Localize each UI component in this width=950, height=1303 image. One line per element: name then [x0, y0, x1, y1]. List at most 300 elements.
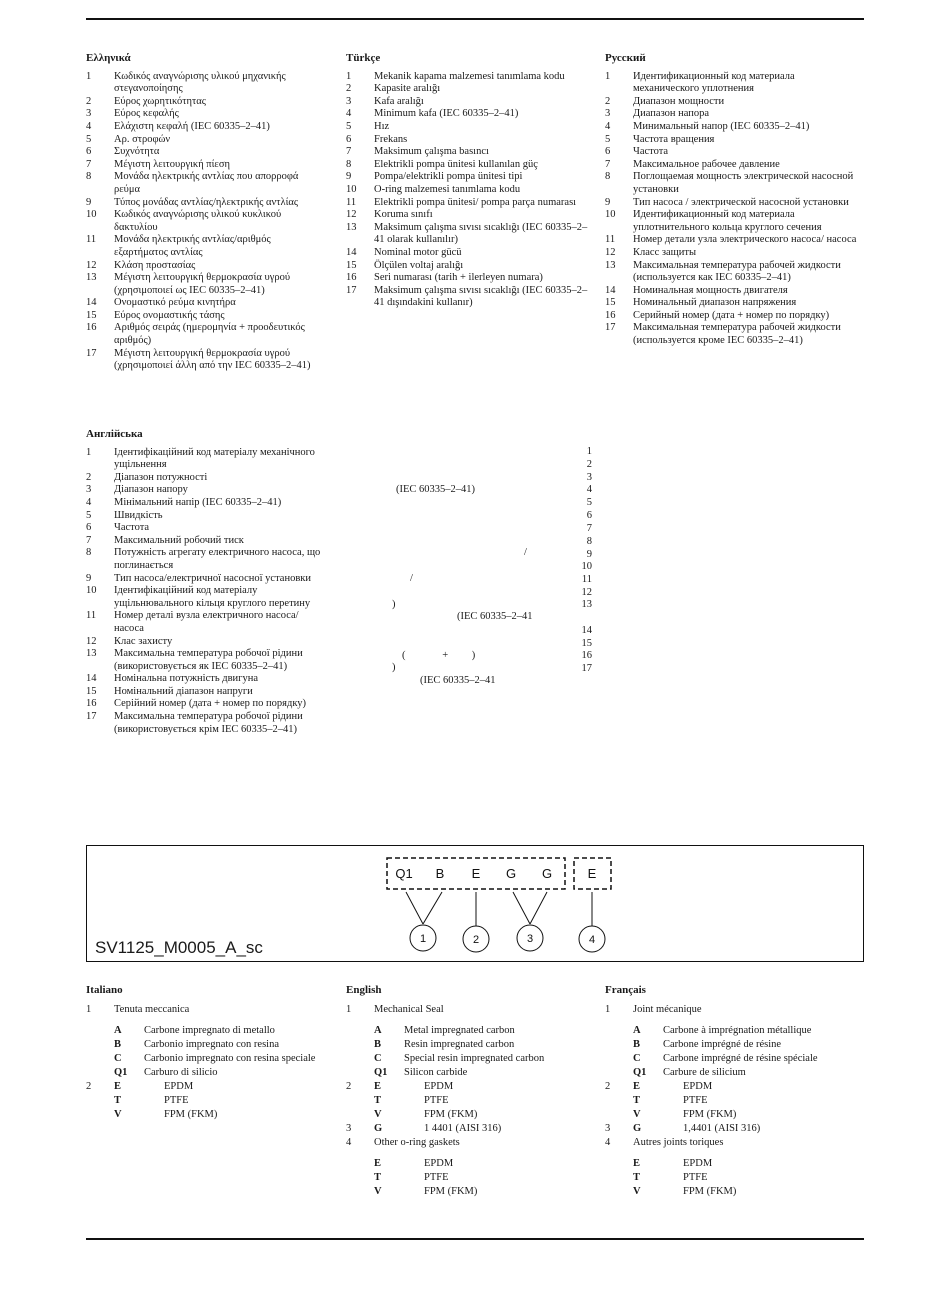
item-number: 11 — [86, 610, 97, 622]
item-text: Номінальний діапазон напруги — [114, 685, 253, 697]
item-number: 6 — [346, 133, 352, 145]
leader-line — [530, 892, 547, 924]
legend-value: Carbure de silicium — [663, 1067, 746, 1078]
legend-value: EPDM — [164, 1081, 194, 1092]
legend-num: 4 — [346, 1137, 352, 1148]
legend-item — [346, 1185, 588, 1199]
legend-item — [346, 1080, 588, 1094]
item-number: 14 — [86, 297, 97, 309]
list-item — [346, 285, 588, 310]
list-item — [605, 285, 863, 298]
legend-value: Carbone imprégné de résine — [663, 1039, 782, 1050]
legend-section-title — [346, 1136, 588, 1150]
rtl-number: 6 — [586, 510, 592, 521]
list-item — [605, 310, 863, 323]
legend-num — [605, 1024, 633, 1038]
callout-4: 4 — [588, 934, 596, 946]
legend-num — [605, 1094, 633, 1108]
item-text: Nominal motor gücü — [374, 246, 462, 258]
legend-item — [86, 1024, 326, 1038]
rtl-number: 3 — [586, 472, 592, 483]
list-item — [605, 96, 863, 109]
item-text: Максимальний робочий тиск — [114, 534, 244, 546]
item-number: 15 — [86, 309, 97, 321]
list-item — [86, 71, 326, 96]
item-number: 12 — [605, 246, 616, 258]
leader-line — [423, 892, 442, 924]
legend-num — [86, 1094, 114, 1108]
item-number: 17 — [86, 347, 97, 359]
legend-num — [346, 1038, 374, 1052]
item-number: 8 — [346, 158, 352, 170]
legend-num — [346, 1171, 374, 1185]
callout-1: 1 — [419, 933, 427, 945]
list-item — [346, 272, 588, 285]
legend-item — [346, 1052, 588, 1066]
item-number: 2 — [86, 95, 92, 107]
legend-title: Autres joints toriques — [633, 1137, 724, 1148]
item-text: Maksimum çalışma sıvısı sıcaklığı (IEC 60335–2–41 olarak kullanılır) — [374, 221, 588, 246]
item-number: 3 — [346, 95, 352, 107]
item-text: Частота — [114, 522, 150, 534]
item-text: Диапазон напора — [633, 108, 710, 120]
item-text: Номинальная мощность двигателя — [633, 284, 788, 296]
legend-item — [605, 1157, 863, 1171]
legend-item — [605, 1171, 863, 1185]
legend-item — [86, 1052, 326, 1066]
legend-value: Metal impregnated carbon — [404, 1025, 515, 1036]
rtl-number: 10 — [581, 561, 592, 572]
legend-item — [346, 1066, 588, 1080]
item-number: 11 — [605, 234, 616, 246]
legend-title: Other o-ring gaskets — [374, 1137, 460, 1148]
legend-key: E — [633, 1158, 641, 1169]
code-g: G — [505, 866, 517, 881]
legend-value: EPDM — [424, 1158, 454, 1169]
item-text: Εύρος ονομαστικής τάσης — [114, 309, 225, 321]
item-number: 17 — [346, 284, 357, 296]
item-text: Maksimum çalışma basıncı — [374, 146, 489, 158]
legend-item — [605, 1108, 863, 1122]
legend-key: B — [114, 1039, 122, 1050]
code-e2: E — [587, 866, 597, 881]
legend-value: Special resin impregnated carbon — [404, 1053, 545, 1064]
item-number: 16 — [86, 698, 97, 710]
legend-key: B — [374, 1039, 382, 1050]
item-number: 5 — [86, 133, 92, 145]
legend-num — [605, 1108, 633, 1122]
legend-item — [86, 1094, 326, 1108]
item-number: 13 — [605, 259, 616, 271]
list-item — [605, 260, 863, 285]
legend-item — [346, 1038, 588, 1052]
item-number: 8 — [605, 171, 611, 183]
list-item — [86, 573, 330, 586]
item-number: 4 — [605, 120, 611, 132]
item-number: 16 — [86, 322, 97, 334]
list-item — [86, 146, 326, 159]
legend-num — [86, 1066, 114, 1080]
item-text: O-ring malzemesi tanımlama kodu — [374, 183, 521, 195]
legend-key: T — [374, 1172, 382, 1183]
legend-value: Carburo di silicio — [144, 1067, 218, 1078]
legend-item — [605, 1094, 863, 1108]
list-item — [86, 197, 326, 210]
item-number: 13 — [346, 221, 357, 233]
legend-key: A — [114, 1025, 122, 1036]
item-text: Τύπος μονάδας αντλίας/ηλεκτρικής αντλίας — [114, 196, 299, 208]
item-number: 16 — [605, 309, 616, 321]
legend-key: E — [114, 1081, 122, 1092]
turkish-list — [346, 71, 588, 310]
callout-2: 2 — [472, 934, 480, 946]
item-text: Μονάδα ηλεκτρικής αντλίας/αριθμός εξαρτήματος αντλίας — [114, 234, 271, 258]
list-item — [605, 134, 863, 147]
english-s1-list — [346, 1024, 588, 1080]
rtl-fragment: (IEC 60335–2–41) — [396, 484, 476, 495]
legend-key: E — [374, 1158, 382, 1169]
item-number: 9 — [86, 572, 92, 584]
item-text: Клас захисту — [114, 635, 173, 647]
list-item — [346, 71, 588, 84]
list-item — [346, 247, 588, 260]
list-item — [86, 171, 326, 196]
item-number: 8 — [86, 547, 92, 559]
list-item — [86, 121, 326, 134]
list-item — [86, 585, 330, 610]
legend-key: A — [374, 1025, 382, 1036]
legend-num — [605, 1052, 633, 1066]
legend-value: PTFE — [164, 1095, 189, 1106]
legend-value: Carbone impregnato di metallo — [144, 1025, 275, 1036]
legend-item — [346, 1157, 588, 1171]
diagram-code-label: SV1125_M0005_A_sc — [95, 938, 263, 957]
legend-key: V — [633, 1186, 641, 1197]
item-number: 12 — [86, 259, 97, 271]
legend-key: G — [374, 1123, 383, 1134]
legend-item — [605, 1052, 863, 1066]
code-e: E — [471, 866, 481, 881]
item-text: Номер детали узла электрического насоса/ насоса — [633, 234, 857, 246]
rtl-number: 2 — [586, 459, 592, 470]
legend-num — [605, 1157, 633, 1171]
legend-num — [346, 1108, 374, 1122]
item-number: 5 — [605, 133, 611, 145]
legend-num — [346, 1094, 374, 1108]
legend-num: 2 — [346, 1081, 352, 1092]
item-number: 7 — [86, 534, 92, 546]
english-heading: English — [346, 984, 382, 996]
legend-num — [86, 1108, 114, 1122]
item-number: 4 — [86, 496, 92, 508]
item-text: Αριθμός σειράς (ημερομηνία + προοδευτικός αριθμός) — [114, 322, 305, 347]
list-item — [346, 96, 588, 109]
item-text: Частота вращения — [633, 133, 715, 145]
ukrainian-heading: Англійська — [86, 428, 143, 440]
ukrainian-column — [86, 428, 330, 736]
item-text: Hız — [374, 120, 390, 132]
french-legend — [605, 983, 863, 1199]
legend-value: Silicon carbide — [404, 1067, 468, 1078]
legend-num: 1 — [346, 1004, 352, 1015]
legend-key: G — [633, 1123, 642, 1134]
legend-num — [605, 1066, 633, 1080]
legend-num: 2 — [605, 1081, 611, 1092]
item-number: 10 — [346, 183, 357, 195]
rtl-number: 14 — [581, 625, 592, 636]
english-s2-list — [346, 1080, 588, 1122]
legend-value: FPM (FKM) — [424, 1109, 478, 1120]
rtl-fragment: (IEC 60335–2–41 — [420, 675, 496, 686]
legend-item — [605, 1038, 863, 1052]
list-item — [605, 322, 863, 347]
legend-section-title — [605, 1136, 863, 1150]
item-text: Швидкість — [114, 509, 163, 521]
item-text: Идентификационный код материала уплотнительного кольца круглого сечения — [633, 209, 822, 233]
legend-num: 2 — [86, 1081, 92, 1092]
list-item — [605, 146, 863, 159]
item-text: Εύρος κεφαλής — [114, 108, 179, 120]
rtl-fragment: / — [524, 547, 527, 558]
legend-section-title — [346, 1003, 588, 1017]
legend-key: B — [633, 1039, 641, 1050]
rtl-fragment: ) — [392, 599, 396, 610]
item-text: Μονάδα ηλεκτρικής αντλίας που απορροφά ρεύμα — [114, 171, 299, 195]
list-item — [346, 159, 588, 172]
legend-num — [346, 1052, 374, 1066]
item-number: 11 — [346, 196, 357, 208]
legend-item — [605, 1122, 863, 1136]
list-item — [86, 272, 326, 297]
legend-key: V — [114, 1109, 122, 1120]
legend-key: C — [374, 1053, 382, 1064]
item-text: Поглощаемая мощность электрической насосной установки — [633, 171, 854, 195]
item-text: Εύρος χωρητικότητας — [114, 95, 206, 107]
item-text: Μέγιστη λειτουργική πίεση — [114, 158, 230, 170]
item-number: 3 — [86, 108, 92, 120]
item-number: 12 — [346, 209, 357, 221]
list-item — [86, 234, 326, 259]
legend-value: FPM (FKM) — [164, 1109, 218, 1120]
legend-key: C — [633, 1053, 641, 1064]
item-text: Kapasite aralığı — [374, 83, 441, 95]
legend-num — [346, 1066, 374, 1080]
item-text: Максимальная температура рабочей жидкости (используется как IEC 60335–2–41) — [633, 259, 841, 284]
legend-key: C — [114, 1053, 122, 1064]
legend-num: 1 — [86, 1004, 92, 1015]
item-text: Maksimum çalışma sıvısı sıcaklığı (IEC 60335–2–41 dışındakini kullanır) — [374, 284, 588, 309]
item-number: 12 — [86, 635, 97, 647]
legend-num — [346, 1185, 374, 1199]
list-item — [86, 260, 326, 273]
item-text: Αρ. στροφών — [114, 133, 171, 145]
legend-num — [605, 1171, 633, 1185]
item-text: Seri numarası (tarih + ilerleyen numara) — [374, 272, 543, 284]
rtl-number: 1 — [586, 446, 592, 457]
legend-num: 3 — [346, 1123, 352, 1134]
item-text: Ідентифікаційний код матеріалу механічного ущільнення — [114, 446, 315, 471]
rtl-number: 9 — [586, 549, 592, 560]
item-number: 8 — [86, 171, 92, 183]
rtl-fragment: ) — [392, 662, 396, 673]
list-item — [86, 108, 326, 121]
list-item — [86, 297, 326, 310]
item-text: Діапазон потужності — [114, 471, 208, 483]
code-diagram — [86, 845, 864, 962]
item-number: 13 — [86, 648, 97, 660]
list-item — [605, 297, 863, 310]
legend-num — [86, 1024, 114, 1038]
french-heading: Français — [605, 984, 646, 996]
item-number: 14 — [605, 284, 616, 296]
legend-key: A — [633, 1025, 641, 1036]
legend-value: PTFE — [424, 1172, 449, 1183]
item-text: Потужність агрегату електричного насоса, що поглинається — [114, 547, 321, 571]
item-number: 17 — [86, 711, 97, 723]
item-text: Elektrikli pompa ünitesi/ pompa parça numarası — [374, 196, 577, 208]
rtl-number: 12 — [581, 587, 592, 598]
item-text: Κλάση προστασίας — [114, 259, 196, 271]
item-text: Koruma sınıfı — [374, 209, 433, 221]
item-number: 9 — [605, 196, 611, 208]
legend-item — [86, 1038, 326, 1052]
item-number: 16 — [346, 272, 357, 284]
legend-section-title — [86, 1003, 326, 1017]
item-text: Συχνότητα — [114, 146, 160, 158]
legend-value: EPDM — [683, 1158, 713, 1169]
list-item — [86, 535, 330, 548]
legend-num — [605, 1038, 633, 1052]
item-number: 1 — [605, 70, 611, 82]
item-number: 6 — [86, 522, 92, 534]
item-text: Максимальна температура робочої рідини (використовується як IEC 60335–2–41) — [114, 648, 303, 672]
legend-key: E — [633, 1081, 641, 1092]
rtl-number: 8 — [586, 536, 592, 547]
rtl-fragment: / — [410, 573, 413, 584]
list-item — [346, 121, 588, 134]
legend-item — [346, 1108, 588, 1122]
item-number: 2 — [605, 95, 611, 107]
item-number: 1 — [86, 446, 92, 458]
legend-item — [605, 1185, 863, 1199]
item-text: Минимальный напор (IEC 60335–2–41) — [633, 120, 810, 132]
legend-item — [86, 1080, 326, 1094]
item-text: Частота — [633, 146, 669, 158]
legend-key: T — [633, 1095, 641, 1106]
rtl-number: 17 — [581, 663, 592, 674]
legend-item — [605, 1024, 863, 1038]
legend-key: Q1 — [374, 1067, 388, 1078]
item-text: Тип насоса / электрической насосной установки — [633, 196, 849, 208]
legend-value: Carbonio impregnato con resina — [144, 1039, 280, 1050]
item-text: Μέγιστη λειτουργική θερμοκρασία υγρού (χρησιμοποιεί ως IEC 60335–2–41) — [114, 272, 291, 296]
legend-key: E — [374, 1081, 382, 1092]
list-item — [605, 247, 863, 260]
list-item — [346, 209, 588, 222]
item-number: 7 — [346, 146, 352, 158]
rtl-number: 13 — [581, 599, 592, 610]
rtl-number: 15 — [581, 638, 592, 649]
item-text: Класс защиты — [633, 246, 697, 258]
list-item — [86, 209, 326, 234]
list-item — [605, 71, 863, 96]
legend-value: Carbone à imprégnation métallique — [663, 1025, 812, 1036]
leader-line — [513, 892, 530, 924]
item-number: 5 — [86, 509, 92, 521]
list-item — [346, 260, 588, 273]
legend-value: FPM (FKM) — [424, 1186, 478, 1197]
legend-key: V — [374, 1109, 382, 1120]
code-b: B — [435, 866, 445, 881]
list-item — [86, 497, 330, 510]
item-number: 3 — [605, 108, 611, 120]
item-number: 11 — [86, 234, 97, 246]
legend-value: Resin impregnated carbon — [404, 1039, 515, 1050]
rtl-fragment: (IEC 60335–2–41 — [457, 611, 533, 622]
list-item — [86, 547, 330, 572]
bottom-rule — [86, 1238, 864, 1240]
legend-key: T — [374, 1095, 382, 1106]
item-text: Minimum kafa (IEC 60335–2–41) — [374, 108, 519, 120]
legend-value: 1,4401 (AISI 316) — [683, 1123, 761, 1134]
item-text: Максимальное рабочее давление — [633, 158, 780, 170]
item-number: 15 — [346, 259, 357, 271]
legend-value: EPDM — [683, 1081, 713, 1092]
legend-value: FPM (FKM) — [683, 1109, 737, 1120]
list-item — [86, 348, 326, 373]
russian-list — [605, 71, 863, 348]
legend-value: Carbonio impregnato con resina speciale — [144, 1053, 316, 1064]
list-item — [86, 673, 330, 686]
code-q1: Q1 — [395, 866, 413, 881]
list-item — [86, 698, 330, 711]
item-text: Pompa/elektrikli pompa ünitesi tipi — [374, 171, 523, 183]
item-text: Идентификационный код материала механического уплотнения — [633, 70, 795, 95]
italian-s2-list — [86, 1080, 326, 1122]
list-item — [86, 686, 330, 699]
legend-num — [86, 1038, 114, 1052]
item-text: Elektrikli pompa ünitesi kullanılan güç — [374, 158, 538, 170]
item-number: 13 — [86, 272, 97, 284]
item-text: Номер деталі вузла електричного насоса/ насоса — [114, 610, 299, 634]
item-text: Mekanik kapama malzemesi tanımlama kodu — [374, 70, 565, 82]
legend-section-title — [605, 1003, 863, 1017]
list-item — [605, 234, 863, 247]
greek-list — [86, 71, 326, 373]
list-item — [86, 159, 326, 172]
list-item — [346, 134, 588, 147]
list-item — [86, 447, 330, 472]
list-item — [86, 134, 326, 147]
rtl-number: 5 — [586, 497, 592, 508]
legend-num — [346, 1024, 374, 1038]
legend-title: Tenuta meccanica — [114, 1004, 190, 1015]
item-text: Серийный номер (дата + номер по порядку) — [633, 309, 830, 321]
legend-value: EPDM — [424, 1081, 454, 1092]
legend-key: T — [114, 1095, 122, 1106]
legend-key: Q1 — [633, 1067, 647, 1078]
legend-value: PTFE — [683, 1095, 708, 1106]
callout-3: 3 — [526, 933, 534, 945]
list-item — [605, 209, 863, 234]
item-number: 2 — [86, 471, 92, 483]
item-number: 7 — [86, 158, 92, 170]
italian-s1-list — [86, 1024, 326, 1080]
item-number: 17 — [605, 322, 616, 334]
legend-key: Q1 — [114, 1067, 128, 1078]
ukrainian-list — [86, 447, 330, 737]
legend-item — [86, 1108, 326, 1122]
